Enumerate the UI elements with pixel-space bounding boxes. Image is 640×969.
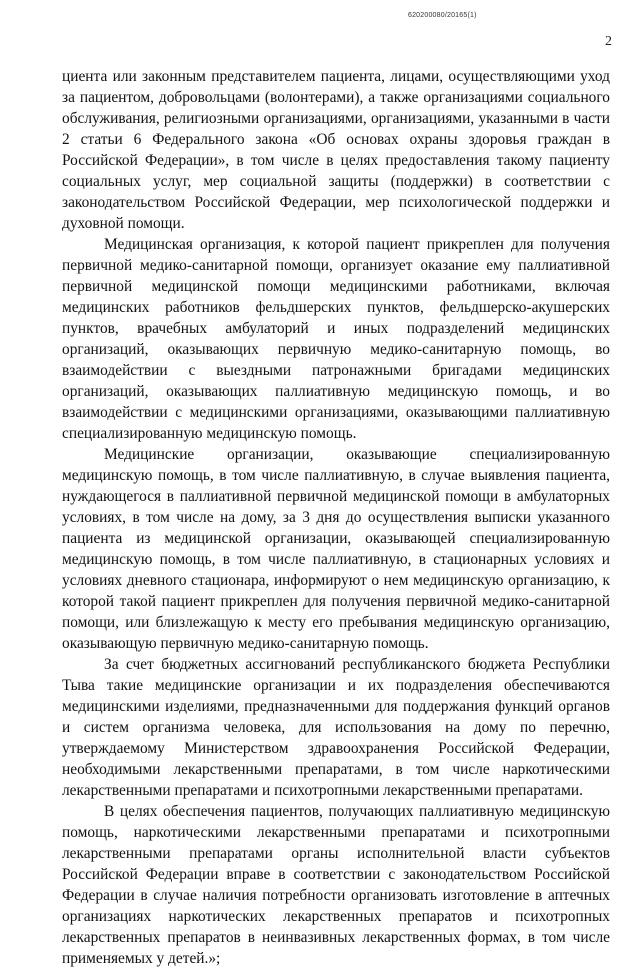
- paragraph: За счет бюджетных ассигнований республиканского бюджета Республики Тыва такие медицинские организации и их подразделения обеспечиваются медицинскими изделиями, предназначенными для поддержания функций органов и систем организма человека, для использования на дому по перечню, утверждаемому Министерством здравоохранения Российской Федерации, необходимыми лекарственными препаратами, в том числе наркотическими лекарственными препаратами и психотропными лекарственными препаратами.: [62, 656, 610, 799]
- paragraph-continuation: циента или законным представителем пациента, лицами, осуществляющими уход за пациентом, добровольцами (волонтерами), а также организациями социального обслуживания, религиозными организациями, организациями, указанными в части 2 статьи 6 Федерального закона «Об основах охраны здоровья граждан в Российской Федерации», в том числе в целях предоставления такому пациенту социальных услуг, мер социальной защиты (поддержки) в соответствии с законодательством Российской Федерации, мер психологической поддержки и духовной помощи.: [62, 68, 610, 232]
- paragraph: Медицинские организации, оказывающие специализированную медицинскую помощь, в том числе паллиативную, в случае выявления пациента, нуждающегося в паллиативной первичной медицинской помощи в амбулаторных условиях, в том числе на дому, за 3 дня до осуществления выписки указанного пациента из медицинской организации, оказывающей специализированную медицинскую помощь, в том числе паллиативную, в стационарных условиях и условиях дневного стационара, информируют о нем медицинскую организацию, к которой такой пациент прикреплен для получения первичной медико-санитарной помощи, или близлежащую к месту его пребывания медицинскую организацию, оказывающую первичную медико-санитарную помощь.: [62, 446, 610, 652]
- paragraph: Медицинская организация, к которой пациент прикреплен для получения первичной медико-санитарной помощи, организует оказание ему паллиативной первичной медицинской помощи медицинскими работниками, включая медицинских работников фельдшерских пунктов, фельдшерско-акушерских пунктов, врачебных амбулаторий и иных подразделений медицинских организаций, оказывающих первичную медико-санитарную помощь, во взаимодействии с выездными патронажными бригадами медицинских организаций, оказывающих паллиативную медицинскую помощь, и во взаимодействии с медицинскими организациями, оказывающими паллиативную специализированную медицинскую помощь.: [62, 236, 610, 442]
- body-text: [62, 66, 610, 969]
- paragraph: В целях обеспечения пациентов, получающих паллиативную медицинскую помощь, наркотическими лекарственными препаратами и психотропными лекарственными препаратами органы исполнительной власти субъектов Российской Федерации вправе в соответствии с законодательством Российской Федерации в случае наличия потребности организовать изготовление в аптечных организациях наркотических лекарственных препаратов и психотропных лекарственных препаратов в неинвазивных лекарственных формах, в том числе применяемых у детей.»;: [62, 803, 610, 967]
- page-number: 2: [605, 34, 612, 49]
- document-id: 620200080/20165(1): [408, 12, 477, 19]
